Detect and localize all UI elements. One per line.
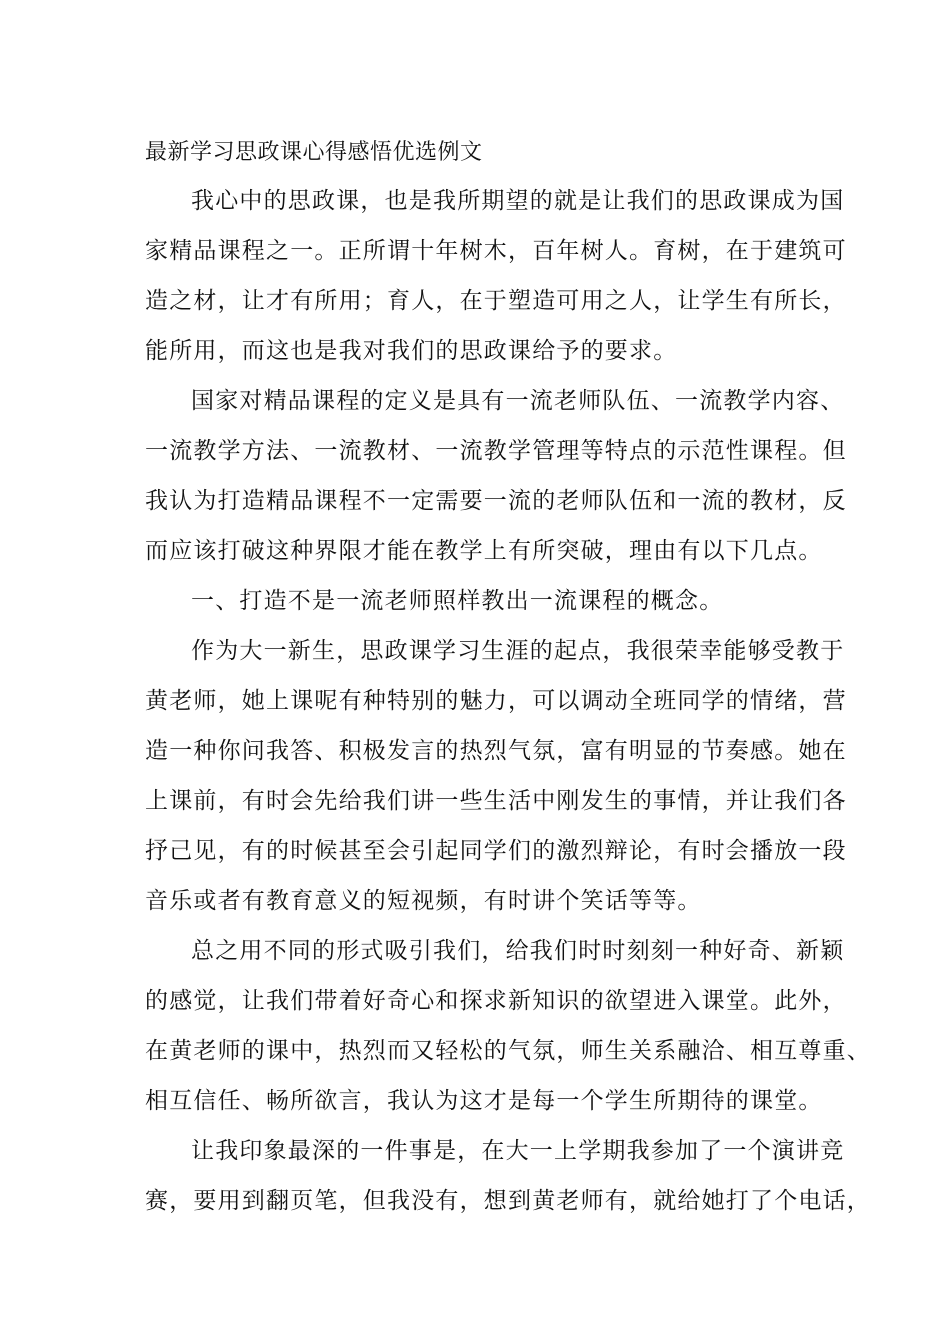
paragraph-3-line-5: 抒己见，有的时候甚至会引起同学们的激烈辩论，有时会播放一段	[145, 838, 847, 864]
paragraph-5-line-1: 让我印象最深的一件事是，在大一上学期我参加了一个演讲竞	[191, 1138, 845, 1164]
paragraph-1-line-1: 我心中的思政课，也是我所期望的就是让我们的思政课成为国	[191, 188, 845, 214]
paragraph-3-line-1: 作为大一新生，思政课学习生涯的起点，我很荣幸能够受教于	[191, 638, 845, 664]
paragraph-2-line-2: 一流教学方法、一流教材、一流教学管理等特点的示范性课程。但	[145, 438, 847, 464]
paragraph-4-line-4: 相互信任、畅所欲言，我认为这才是每一个学生所期待的课堂。	[145, 1088, 823, 1114]
paragraph-1-line-4: 能所用，而这也是我对我们的思政课给予的要求。	[145, 338, 678, 364]
section-heading-1: 一、打造不是一流老师照样教出一流课程的概念。	[191, 588, 724, 614]
paragraph-3-line-4: 上课前，有时会先给我们讲一些生活中刚发生的事情，并让我们各	[145, 788, 847, 814]
paragraph-2-line-3: 我认为打造精品课程不一定需要一流的老师队伍和一流的教材，反	[145, 488, 847, 514]
paragraph-4-line-2: 的感觉，让我们带着好奇心和探求新知识的欲望进入课堂。此外，	[145, 988, 847, 1014]
paragraph-1-line-2: 家精品课程之一。正所谓十年树木，百年树人。育树，在于建筑可	[145, 238, 847, 264]
paragraph-1-line-3: 造之材，让才有所用；育人，在于塑造可用之人，让学生有所长，	[145, 288, 847, 314]
document-title: 最新学习思政课心得感悟优选例文	[145, 140, 483, 165]
paragraph-3-line-6: 音乐或者有教育意义的短视频，有时讲个笑话等等。	[145, 888, 702, 914]
paragraph-2-line-1: 国家对精品课程的定义是具有一流老师队伍、一流教学内容、	[191, 388, 845, 414]
paragraph-4-line-1: 总之用不同的形式吸引我们，给我们时时刻刻一种好奇、新颖	[191, 938, 845, 964]
paragraph-3-line-2: 黄老师，她上课呢有种特别的魅力，可以调动全班同学的情绪，营	[145, 688, 847, 714]
paragraph-3-line-3: 造一种你问我答、积极发言的热烈气氛，富有明显的节奏感。她在	[145, 738, 847, 764]
paragraph-4-line-3: 在黄老师的课中，热烈而又轻松的气氛，师生关系融洽、相互尊重、	[145, 1038, 871, 1064]
paragraph-2-line-4: 而应该打破这种界限才能在教学上有所突破，理由有以下几点。	[145, 538, 823, 564]
paragraph-5-line-2: 赛，要用到翻页笔，但我没有，想到黄老师有，就给她打了个电话，	[145, 1188, 871, 1214]
